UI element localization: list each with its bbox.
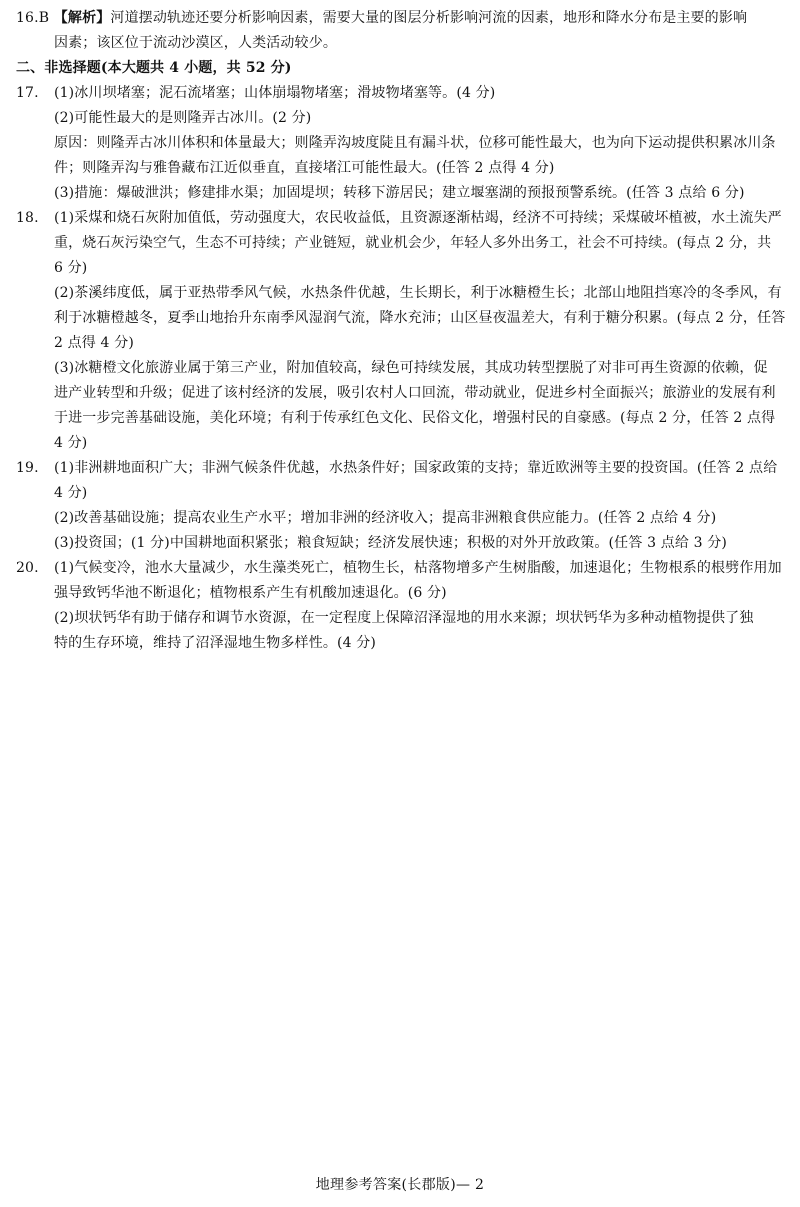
q20-line-1 [16, 556, 788, 581]
q19-part-2: (2)改善基础设施；提高农业生产水平；增加非洲的经济收入；提高非洲粮食供应能力。(任答 2 点给 4 分) [54, 510, 717, 526]
q19-number: 19. [16, 460, 39, 476]
q20-part-1-line-2: 强导致钙华池不断退化；植物根系产生有机酸加速退化。(6 分) [54, 585, 447, 601]
q19-part-1-line-2: 4 分) [54, 485, 88, 501]
page-footer: 地理参考答案(长郡版)— 2 [315, 1177, 485, 1193]
q18-line-1 [16, 206, 788, 231]
q18-part-3-line-4: 4 分) [54, 435, 88, 451]
q18-part-2-line-1: (2)茶溪纬度低，属于亚热带季风气候，水热条件优越，生长期长，利于冰糖橙生长；北部山地阻挡寒冷的冬季风，有 [54, 285, 782, 301]
section-2-heading: 二、非选择题(本大题共 4 小题，共 52 分) [16, 60, 292, 76]
q16-line-2: 因素；该区位于流动沙漠区，人类活动较少。 [54, 35, 337, 51]
q20-part-2-line-2: 特的生存环境，维持了沼泽湿地生物多样性。(4 分) [54, 635, 377, 651]
q20-part-2-line-1: (2)坝状钙华有助于储存和调节水资源，在一定程度上保障沼泽湿地的用水来源；坝状钙华为多种动植物提供了独 [54, 610, 754, 626]
q19-line-1 [16, 456, 788, 481]
q19-part-1-line-1: (1)非洲耕地面积广大；非洲气候条件优越，水热条件好；国家政策的支持；靠近欧洲等主要的投资国。(任答 2 点给 [54, 460, 778, 476]
q18-number: 18. [16, 210, 39, 226]
q18-part-1-line-3: 6 分) [54, 260, 88, 276]
q16-text-1: 河道摆动轨迹还要分析影响因素，需要大量的图层分析影响河流的因素，地形和降水分布是主要的影响 [110, 10, 748, 26]
q16-analysis-tag: 【解析】 [53, 10, 111, 26]
q18-part-3-line-3: 于进一步完善基础设施，美化环境；有利于传承红色文化、民俗文化，增强村民的自豪感。(每点 2 分，任答 2 点得 [54, 410, 776, 426]
q17-reason-line-2: 件；则隆弄沟与雅鲁藏布江近似垂直，直接堵江可能性最大。(任答 2 点得 4 分) [54, 160, 555, 176]
q18-part-3-line-1: (3)冰糖橙文化旅游业属于第三产业，附加值较高，绿色可持续发展，其成功转型摆脱了对非可再生资源的依赖，促 [54, 360, 768, 376]
q18-part-2-line-2: 利于冰糖橙越冬，夏季山地抬升东南季风湿润气流，降水充沛；山区昼夜温差大，有利于糖分积累。(每点 2 分，任答 [54, 310, 786, 326]
q17-part-2: (2)可能性最大的是则隆弄古冰川。(2 分) [54, 110, 312, 126]
q20-part-1-line-1: (1)气候变冷，池水大量减少，水生藻类死亡，植物生长，枯落物增多产生树脂酸，加速退化；生物根系的根劈作用加 [54, 560, 782, 576]
q19-part-3: (3)投资国；(1 分)中国耕地面积紧张；粮食短缺；经济发展快速；积极的对外开放政策。(任答 3 点给 3 分) [54, 535, 728, 551]
q18-part-3-line-2: 进产业转型和升级；促进了该村经济的发展，吸引农村人口回流，带动就业，促进乡村全面振兴；旅游业的发展有利 [54, 385, 776, 401]
q17-part-1: (1)冰川坝堵塞；泥石流堵塞；山体崩塌物堵塞；滑坡物堵塞等。(4 分) [54, 85, 496, 101]
q16-label: 16.B [16, 10, 50, 26]
q17-number: 17. [16, 85, 39, 101]
answer-page [16, 6, 788, 656]
q20-number: 20. [16, 560, 39, 576]
q16-line-1 [16, 6, 788, 31]
q18-part-1-line-2: 重，烧石灰污染空气，生态不可持续；产业链短，就业机会少，年轻人多外出务工，社会不可持续。(每点 2 分，共 [54, 235, 772, 251]
q18-part-2-line-3: 2 点得 4 分) [54, 335, 134, 351]
q17-line-1 [16, 81, 788, 106]
q17-part-3: (3)措施：爆破泄洪；修建排水渠；加固堤坝；转移下游居民；建立堰塞湖的预报预警系统。(任答 3 点给 6 分) [54, 185, 745, 201]
q17-reason-line-1: 原因：则隆弄古冰川体积和体量最大；则隆弄沟坡度陡且有漏斗状，位移可能性最大，也为向下运动提供积累冰川条 [54, 135, 776, 151]
q18-part-1-line-1: (1)采煤和烧石灰附加值低，劳动强度大，农民收益低，且资源逐渐枯竭，经济不可持续；采煤破坏植被，水土流失严 [54, 210, 782, 226]
